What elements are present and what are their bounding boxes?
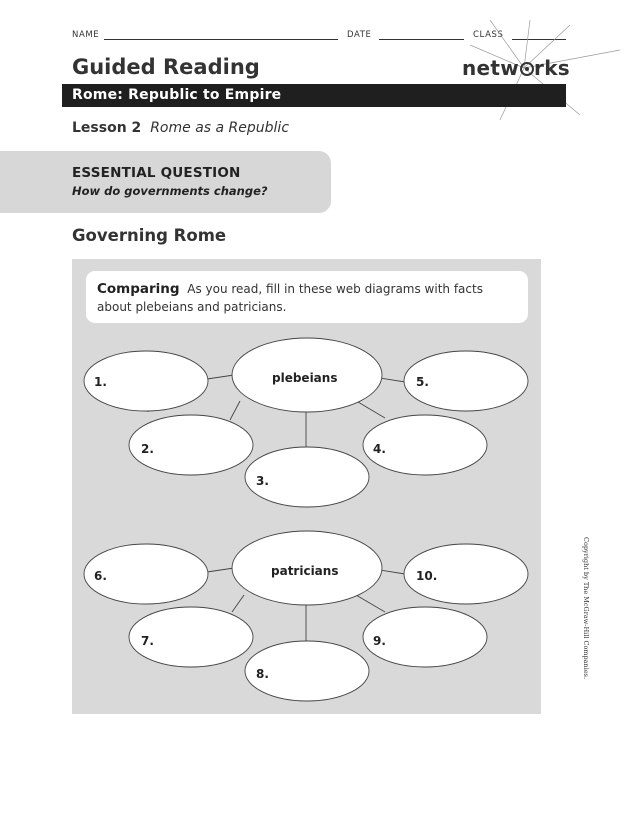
hub-label-plebeians: plebeians	[272, 371, 338, 385]
slot-label-6: 6.	[94, 569, 107, 583]
lesson-number: Lesson 2	[72, 120, 142, 136]
slot-label-2: 2.	[141, 442, 154, 456]
slot-label-5: 5.	[416, 375, 429, 389]
slot-label-4: 4.	[373, 442, 386, 456]
connector-line	[230, 401, 240, 420]
instructions-label: Comparing	[97, 281, 180, 297]
instructions-text: As you read, fill in these web diagrams with facts about plebeians and patricians.	[97, 282, 483, 314]
hub-label-patricians: patricians	[271, 564, 339, 578]
connector-line	[358, 402, 385, 418]
essential-question-heading: ESSENTIAL QUESTION	[72, 165, 241, 181]
page-title: Guided Reading	[72, 55, 260, 79]
slot-label-9: 9.	[373, 634, 386, 648]
essential-question-text: How do governments change?	[72, 184, 268, 198]
class-label: CLASS	[473, 30, 504, 40]
slot-label-1: 1.	[94, 375, 107, 389]
slot-label-3: 3.	[256, 474, 269, 488]
lesson-topic: Rome as a Republic	[150, 120, 290, 136]
connector-line	[380, 570, 405, 574]
slot-label-8: 8.	[256, 667, 269, 681]
slot-label-7: 7.	[141, 634, 154, 648]
connector-line	[232, 595, 244, 612]
subtitle: Rome: Republic to Empire	[72, 87, 282, 103]
copyright-notice: Copyright by The McGraw-Hill Companies.	[582, 537, 590, 680]
connector-line	[380, 378, 405, 382]
date-label: DATE	[347, 30, 372, 40]
logo-text-end: rks	[534, 56, 571, 80]
connector-line	[207, 568, 234, 572]
connector-line	[207, 375, 234, 379]
section-title: Governing Rome	[72, 226, 227, 245]
slot-label-10: 10.	[416, 569, 438, 583]
connector-line	[356, 595, 385, 612]
name-label: NAME	[72, 30, 100, 40]
logo-text-start: netw	[462, 56, 520, 80]
